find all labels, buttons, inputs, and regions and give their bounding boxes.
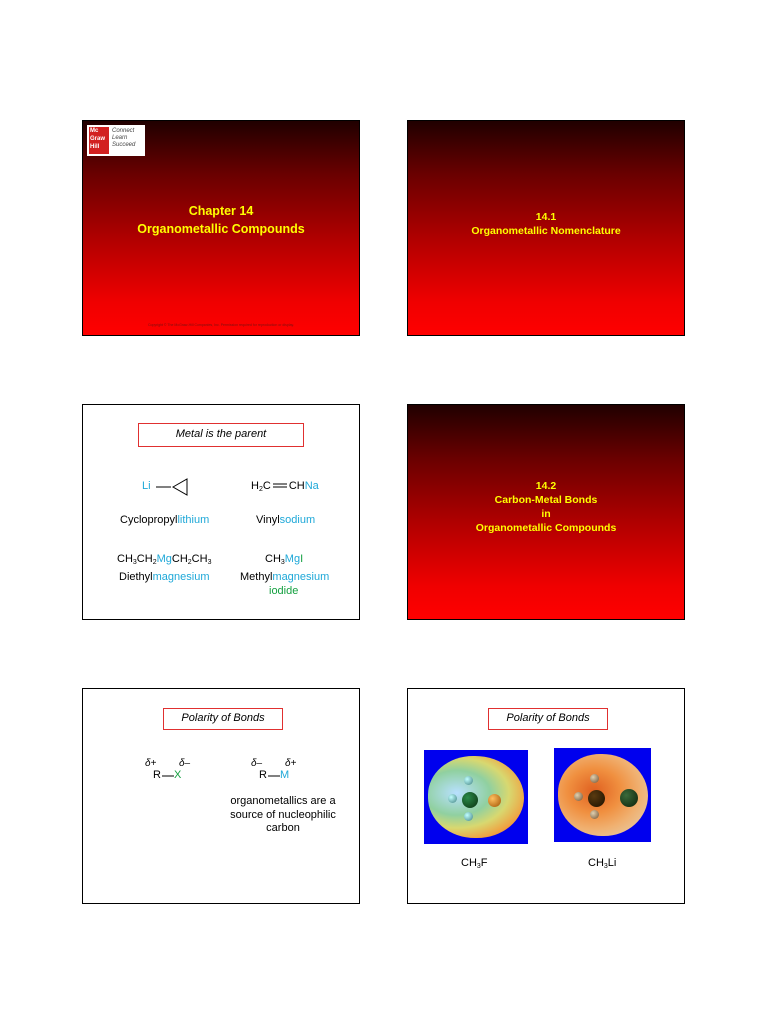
ch3f-label-sub: 3 [476,863,481,870]
slide-section-14-2 [407,404,685,620]
methylmagnesium-formula [265,553,303,565]
vinyl-ch: CH [288,480,305,492]
vinylsodium-formula [251,480,319,492]
chapter-title [83,202,359,238]
ch3li-label-sub: 3 [603,863,608,870]
methyl-sub: 3 [280,559,285,566]
li-atom-label: Li [142,480,151,492]
logo-tagline-connect: Connect [112,128,135,134]
cyclopropyl-structure [155,476,191,498]
section-title-14-2 [408,479,684,535]
iodide-label: iodide [269,585,299,597]
diethyl-prefix: Diethyl [119,571,153,583]
ch3li-hydrogen-atom-2 [574,792,583,801]
methyl-mg: Mg [284,553,301,565]
ch3li-label [588,857,616,869]
ch3li-lithium-atom [620,789,638,807]
rx-bond-line [162,772,174,780]
ethyl-sub-1: 3 [132,559,137,566]
mcgraw-hill-logo [87,125,145,156]
logo-tagline-succeed: Succeed [112,142,136,148]
ch3li-hydrogen-atom-1 [590,774,599,783]
note-line-3: carbon [266,822,300,834]
section-line-carbon-metal: Carbon-Metal Bonds [494,494,598,506]
section-line-organometallic: Organometallic Compounds [475,522,617,534]
section-name: Organometallic Nomenclature [471,225,621,237]
metal-parent-box: Metal is the parent [138,423,304,447]
note-line-1: organometallics are a [230,795,336,807]
vinyl-na: Na [304,480,319,492]
nucleophilic-carbon-note [217,795,349,836]
ch3li-label-li: Li [607,857,617,869]
ch3f-potential-map [424,750,528,844]
note-line-2: source of nucleophilic [230,808,336,821]
ch3li-hydrogen-atom-3 [590,810,599,819]
section-number: 14.1 [535,211,557,223]
slide-polarity-of-bonds-2 [407,688,685,904]
lithium-label: lithium [177,514,210,526]
methyl-prefix: Methyl [240,571,273,583]
section-number-14-2: 14.2 [535,480,557,492]
ch3f-hydrogen-atom-3 [464,812,473,821]
rm-m-atom: M [280,769,290,781]
slide-nomenclature-examples [82,404,360,620]
ch3f-carbon-atom [462,792,478,808]
slide-chapter-title [82,120,360,336]
logo-text-graw: Graw [90,136,106,142]
logo-text-hill: Hill [90,144,100,150]
ch3f-label-f: F [480,857,488,869]
cyclopropyllithium-name [120,514,209,526]
diethyl-magnesium-label: magnesium [152,571,210,583]
section-title [408,210,684,238]
ch3f-hydrogen-atom-1 [464,776,473,785]
rm-delta-minus: δ– [251,758,263,769]
double-bond-icon [272,482,288,490]
polarity-title-box-2: Polarity of Bonds [488,708,608,730]
logo-red-block [89,127,109,154]
ethyl-ch-4: CH [191,553,208,565]
logo-text-mc: Mc [90,128,99,134]
vinyl-prefix: Vinyl [256,514,280,526]
methyl-ch: CH [265,553,281,565]
ch3f-hydrogen-atom-2 [448,794,457,803]
rm-delta-plus: δ+ [285,758,297,769]
ch3f-label-ch: CH [461,857,477,869]
rm-bond-line [268,772,280,780]
slide-polarity-of-bonds-1 [82,688,360,904]
methylmagnesium-name [240,571,329,583]
ch3li-label-ch: CH [588,857,604,869]
copyright-notice: Copyright © The McGraw-Hill Companies, Inc. Permission required for reproduction or display. [147,323,294,327]
ethyl-sub-3: 2 [187,559,192,566]
ethyl-sub-4: 3 [207,559,212,566]
rx-delta-plus: δ+ [145,758,157,769]
rx-x-atom: X [174,769,182,781]
vinyl-h: H [251,480,259,492]
methyl-magnesium-label: magnesium [272,571,330,583]
ch3li-carbon-atom [588,790,605,807]
ethyl-sub-2: 2 [152,559,157,566]
rx-r-atom: R [153,769,161,781]
cyclopropyl-prefix: Cyclopropyl [120,514,178,526]
chapter-title-line2: Organometallic Compounds [137,222,305,236]
rm-r-atom: R [259,769,267,781]
chapter-title-line1: Chapter 14 [188,204,254,218]
ch3f-label [461,857,488,869]
slide-section-14-1 [407,120,685,336]
ethyl-ch-1: CH [117,553,133,565]
rx-delta-minus: δ– [179,758,191,769]
vinylsodium-name [256,514,315,526]
section-line-in: in [541,508,551,520]
ethyl-mg: Mg [156,553,172,565]
sodium-label: sodium [279,514,316,526]
vinyl-h-subscript: 2 [258,486,263,493]
ch3li-potential-map [554,748,651,842]
vinyl-c: C [262,480,271,492]
ethyl-ch-2: CH [136,553,153,565]
polarity-title-box: Polarity of Bonds [163,708,283,730]
methyl-i: I [300,553,304,565]
logo-tagline-learn: Learn [112,135,128,141]
ethyl-ch-3: CH [171,553,188,565]
logo-tagline [112,128,135,149]
diethylmagnesium-formula [117,553,211,565]
diethylmagnesium-name [119,571,209,583]
ch3f-fluorine-atom [488,794,501,807]
